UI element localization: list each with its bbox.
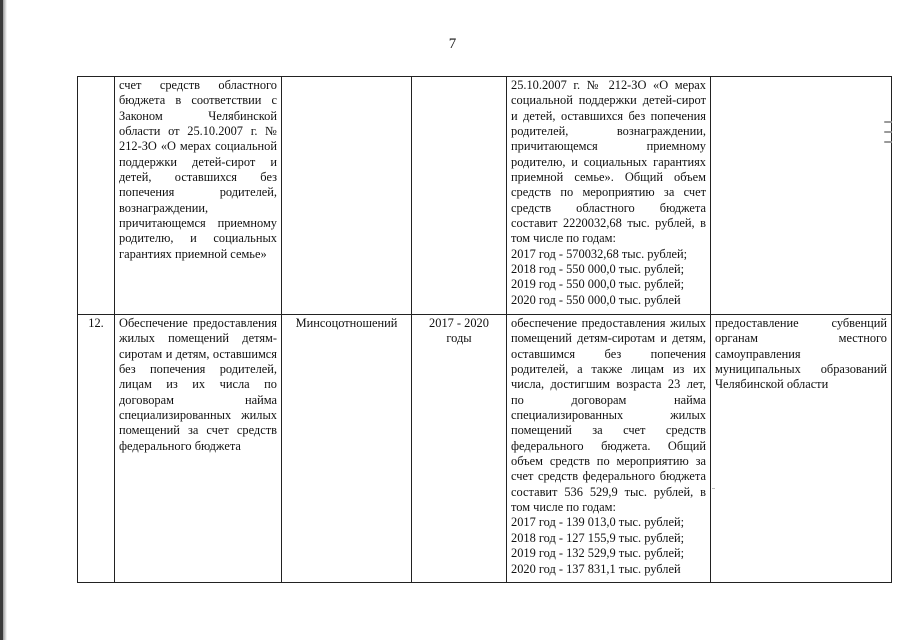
activity-name-cell: счет средств областного бюджета в соответствии с Законом Челябинской области от 25.10.2007 г. № 212-ЗО «О мерах социальной поддержки детей-сирот и детей, оставшихся без попечения родителей, вознаграждении, причитающемся приемному родителю, и социальных гарантиях приемной семье» — [115, 77, 282, 315]
executor-cell — [282, 77, 412, 315]
description-cell — [507, 77, 711, 315]
scan-speck — [712, 488, 715, 489]
scan-mark — [884, 121, 892, 123]
year-amount: 2019 год - 132 529,9 тыс. рублей; — [511, 546, 685, 561]
term-cell: 2017 - 2020 годы — [412, 315, 507, 583]
page-number: 7 — [448, 36, 457, 52]
year-amount: 2020 год - 550 000,0 тыс. рублей — [511, 292, 681, 307]
row-number-cell — [78, 77, 115, 315]
description-text: обеспечение предоставления жилых помещений детям-сиротам и детям, оставшимся без попечения родителей, а также лицам из их числа, достигшим возраста 23 лет, по договорам найма специализированных жилых помещений за счет средств федерального бюджета. Общий объем средств по мероприятию за счет средств федерального бюджета составит 536 529,9 тыс. рублей, в том числе по годам: — [511, 316, 706, 515]
year-amount: 2018 год - 127 155,9 тыс. рублей; — [511, 530, 685, 545]
row-number-cell: 12. — [78, 315, 115, 583]
scan-mark — [884, 131, 892, 133]
year-amount: 2019 год - 550 000,0 тыс. рублей; — [511, 277, 685, 292]
term-cell — [412, 77, 507, 315]
description-text: 25.10.2007 г. № 212-ЗО «О мерах социальной поддержки детей-сирот и детей, оставшихся без попечения родителей, вознаграждении, причитающемся приемному родителю, и социальных гарантиях приемной семье». Общий объем средств по мероприятию за счет средств областного бюджета составит 2220032,68 тыс. рублей, в том числе по годам: — [511, 78, 706, 246]
program-table — [77, 76, 892, 583]
scan-mark — [884, 141, 892, 143]
activity-name-cell: Обеспечение предоставления жилых помещений детям-сиротам и детям, оставшимся без попечения родителей, лицам из их числа по договорам найма специализированных жилых помещений за счет средств федерального бюджета — [115, 315, 282, 583]
year-amount: 2017 год - 139 013,0 тыс. рублей; — [511, 515, 685, 530]
description-cell — [507, 315, 711, 583]
result-cell — [711, 77, 892, 315]
executor-cell: Минсоцотношений — [282, 315, 412, 583]
result-cell: предоставление субвенций органам местного самоуправления муниципальных образований Челябинской области — [711, 315, 892, 583]
year-amount: 2017 год - 570032,68 тыс. рублей; — [511, 246, 688, 261]
year-amount: 2018 год - 550 000,0 тыс. рублей; — [511, 262, 685, 277]
year-amount: 2020 год - 137 831,1 тыс. рублей — [511, 561, 681, 576]
scan-edge-shadow — [3, 0, 7, 640]
table-row — [78, 77, 892, 315]
table-row — [78, 315, 892, 583]
